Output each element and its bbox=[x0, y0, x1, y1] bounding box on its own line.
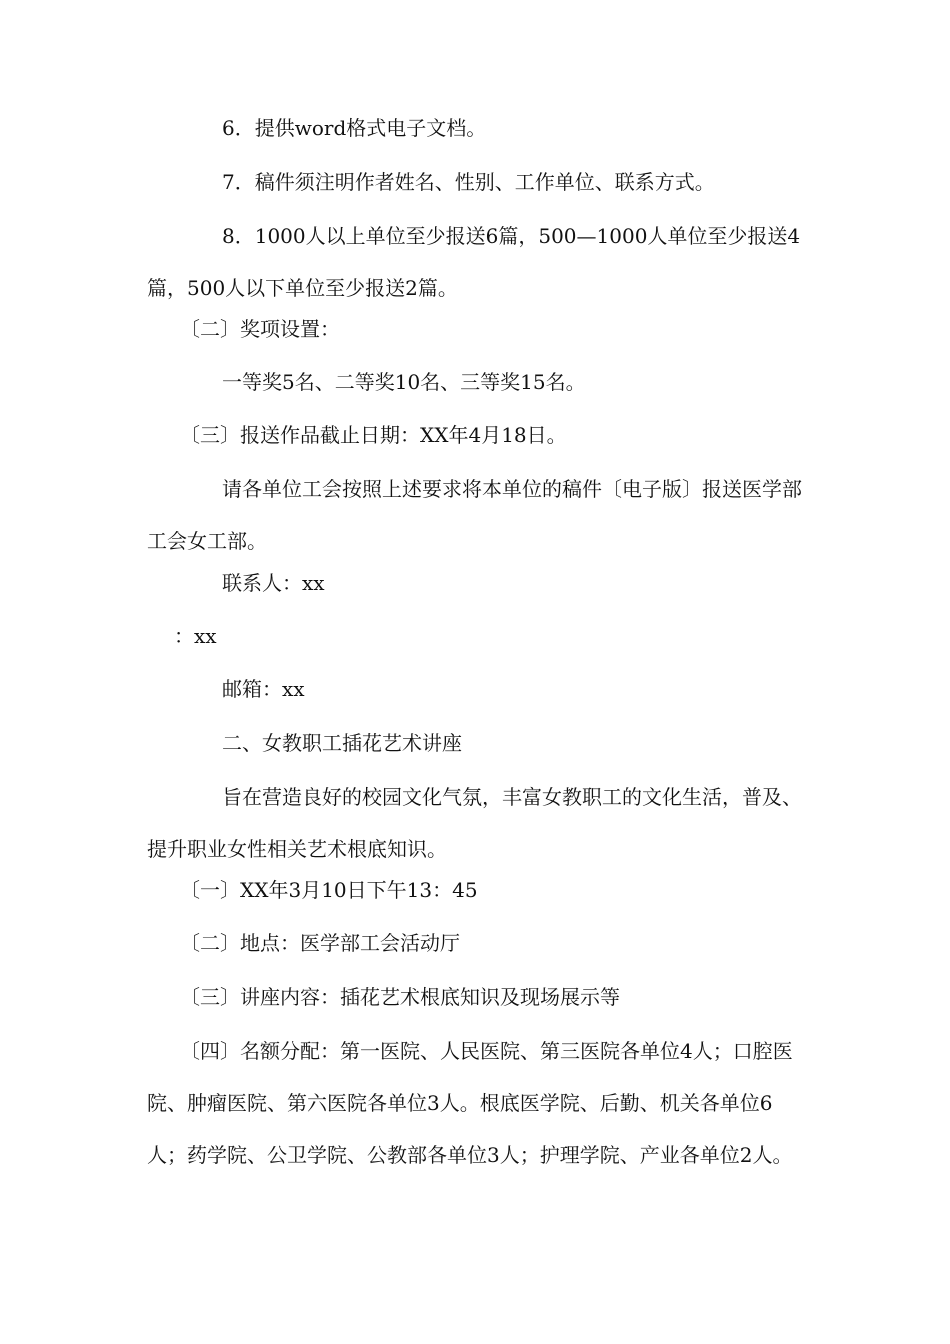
awards-heading: 〔二〕奖项设置： bbox=[180, 317, 340, 341]
lecture-purpose-paragraph: 旨在营造良好的校园文化气氛，丰富女教职工的文化生活，普及、提升职业女性相关艺术根底知识。 bbox=[147, 785, 802, 861]
lecture-location-line: 〔二〕地点：医学部工会活动厅 bbox=[180, 931, 460, 955]
lecture-time-line: 〔一〕XX年3月10日下午13：45 bbox=[180, 878, 478, 902]
section-two-heading: 二、女教职工插花艺术讲座 bbox=[222, 731, 462, 755]
submission-instruction-paragraph: 请各单位工会按照上述要求将本单位的稿件〔电子版〕报送医学部工会女工部。 bbox=[147, 477, 802, 553]
item-8-paragraph: 8．1000人以上单位至少报送6篇，500—1000人单位至少报送4篇，500人以下单位至少报送2篇。 bbox=[147, 224, 801, 300]
deadline-paragraph: 〔三〕报送作品截止日期：XX年4月18日。 bbox=[180, 423, 567, 447]
contact-person-line: 联系人：xx bbox=[222, 571, 325, 595]
lecture-content-line: 〔三〕讲座内容：插花艺术根底知识及现场展示等 bbox=[180, 985, 620, 1009]
item-6-paragraph: 6．提供word格式电子文档。 bbox=[222, 116, 487, 140]
email-line: 邮箱：xx bbox=[222, 677, 305, 701]
awards-detail-paragraph: 一等奖5名、二等奖10名、三等奖15名。 bbox=[222, 370, 586, 394]
quota-allocation-paragraph: 〔四〕名额分配：第一医院、人民医院、第三医院各单位4人；口腔医院、肿瘤医院、第六医院各单位3人。根底医学院、后勤、机关各单位6人；药学院、公卫学院、公教部各单位3人；护理学院、产业各单位2人。 bbox=[147, 1039, 793, 1167]
contact-line: ：xx bbox=[174, 624, 217, 648]
item-7-paragraph: 7．稿件须注明作者姓名、性别、工作单位、联系方式。 bbox=[222, 170, 715, 194]
